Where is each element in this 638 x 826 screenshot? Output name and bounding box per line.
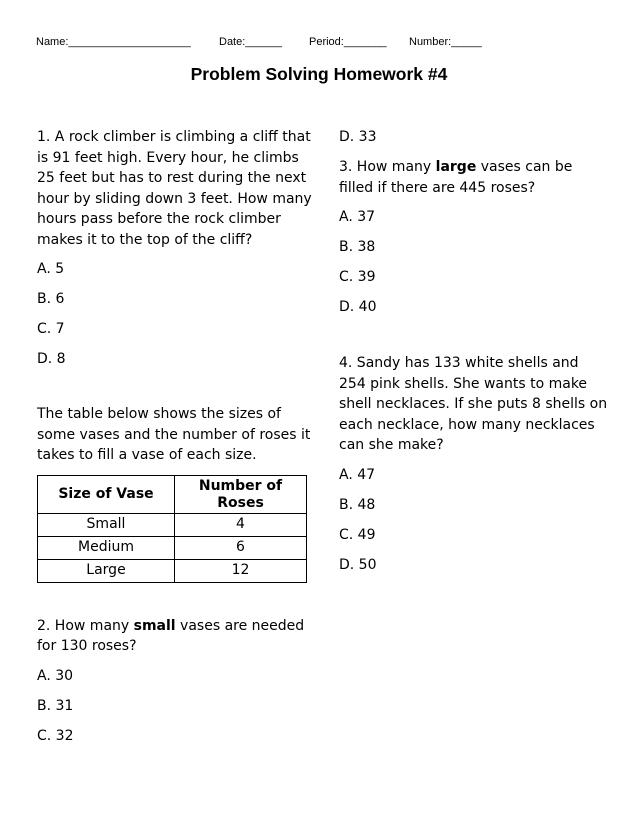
table-row bbox=[38, 513, 307, 536]
question-3-option-c: C. 39 bbox=[339, 269, 376, 285]
question-1-text: 1. A rock climber is climbing a cliff that is 91 feet high. Every hour, he climbs 25 feet but has to rest during the next hour by sliding down 3 feet. How many hours pass before the rock climber makes it to the top of the cliff? bbox=[37, 129, 312, 248]
period-field: Period:_______ bbox=[309, 36, 387, 48]
table-cell-roses: 12 bbox=[175, 559, 307, 582]
question-4-text: 4. Sandy has 133 white shells and 254 pink shells. She wants to make shell necklaces. If she puts 8 shells on each necklace, how many necklaces can she make? bbox=[339, 355, 608, 453]
question-2-text-end: vases are needed for 130 roses? bbox=[37, 617, 305, 654]
table-header-roses: Number of Roses bbox=[175, 475, 307, 513]
question-3-text-start: 3. How many bbox=[339, 159, 436, 175]
question-4-option-b: B. 48 bbox=[339, 496, 376, 513]
question-3-option-d: D. 40 bbox=[339, 299, 377, 315]
left-column bbox=[37, 127, 312, 756]
question-1-option-c: C. 7 bbox=[37, 321, 65, 337]
table-row bbox=[38, 536, 307, 559]
question-3-text-end: vases can be filled if there are 445 roses? bbox=[339, 159, 573, 196]
table-header-row bbox=[38, 475, 307, 513]
question-2-text bbox=[37, 616, 312, 657]
table-cell-size: Medium bbox=[38, 536, 175, 559]
question-2-emphasis: small bbox=[133, 617, 176, 634]
table-cell-size: Small bbox=[38, 513, 175, 536]
question-3-text bbox=[339, 157, 609, 198]
name-field: Name:____________________ bbox=[36, 36, 191, 48]
question-1-option-b: B. 6 bbox=[37, 291, 65, 307]
question-1-option-d: D. 8 bbox=[37, 351, 66, 367]
question-1 bbox=[37, 127, 312, 379]
question-2 bbox=[37, 616, 312, 756]
date-field: Date:______ bbox=[219, 36, 282, 48]
question-1-option-a: A. 5 bbox=[37, 261, 65, 277]
number-field: Number:_____ bbox=[409, 36, 482, 48]
question-3-option-a: A. 37 bbox=[339, 209, 376, 225]
table-intro: The table below shows the sizes of some vases and the number of roses it takes to fill a vase of each size. bbox=[37, 406, 311, 463]
right-column bbox=[339, 127, 609, 585]
question-2-option-d: D. 33 bbox=[339, 129, 377, 145]
question-4-option-c: C. 49 bbox=[339, 526, 376, 543]
question-2-text-start: 2. How many bbox=[37, 617, 134, 634]
vase-roses-table bbox=[37, 475, 307, 583]
question-2-option-b: B. 31 bbox=[37, 697, 74, 714]
table-row bbox=[38, 559, 307, 582]
question-2-option-a: A. 30 bbox=[37, 667, 74, 684]
page-title: Problem Solving Homework #4 bbox=[190, 64, 448, 84]
table-cell-roses: 4 bbox=[175, 513, 307, 536]
question-4-option-a: A. 47 bbox=[339, 466, 376, 483]
table-cell-roses: 6 bbox=[175, 536, 307, 559]
question-4-option-d: D. 50 bbox=[339, 556, 377, 573]
question-3-option-b: B. 38 bbox=[339, 239, 376, 255]
question-3-emphasis: large bbox=[435, 159, 477, 175]
question-4 bbox=[339, 353, 609, 585]
question-2-option-c: C. 32 bbox=[37, 727, 74, 744]
question-3 bbox=[339, 157, 609, 327]
table-cell-size: Large bbox=[38, 559, 175, 582]
table-header-size: Size of Vase bbox=[38, 475, 175, 513]
